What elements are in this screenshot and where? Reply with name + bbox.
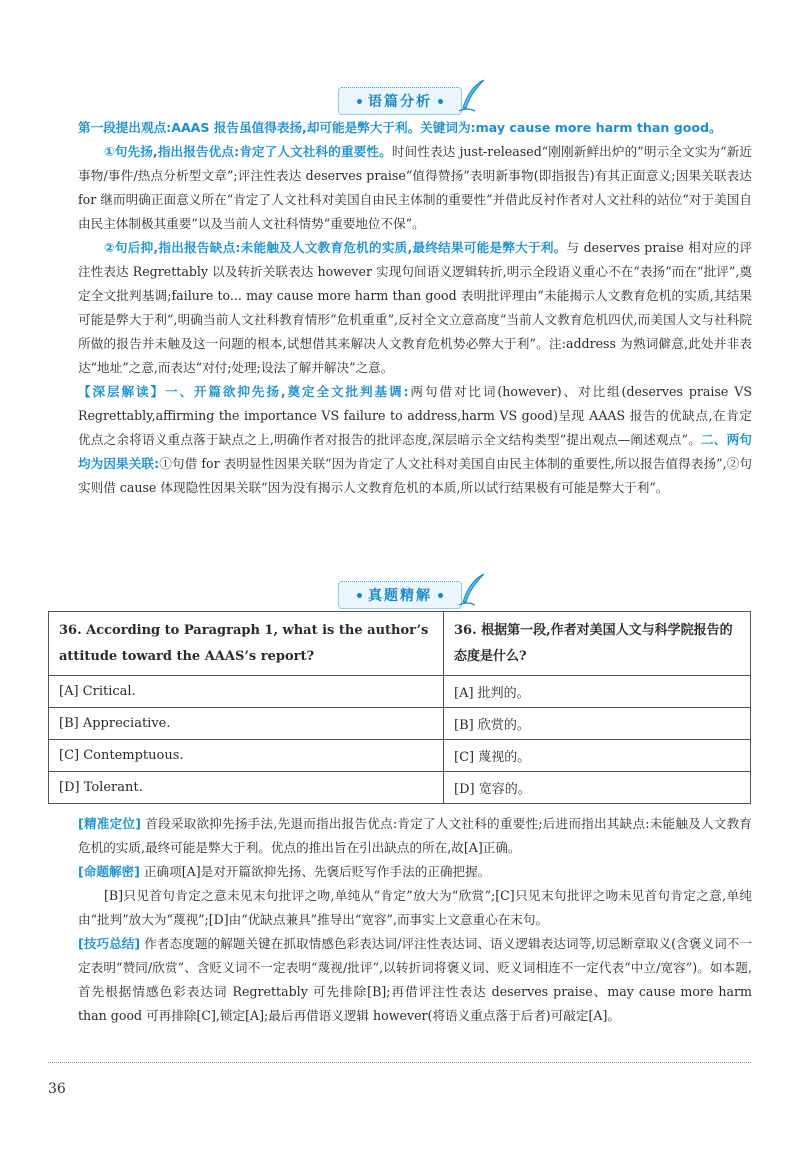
sentence-two-body: 与 deserves praise 相对应的评注性表达 Regrettably 以及转折关联表达 however 实现句间语义逻辑转折,明示全段语义重心不在“表扬”而在“批评”,奠定全文批判基调;failure to... may cause more harm than good 表明批评理由“未能揭示人文教育危机的实质,其结果可能是弊大于利”,明确当前人文社科教育情形“危机重重”,反衬全文立意高度“当前人文教育危机四伏,而美国人文与社科院所做的报告并未触及这一问题的根本,试想借其来解决人文教育危机势必弊大于利”。注:address 为熟词僻意,此处并非表达“地址”之意,而表达“对付;处理;设法了解并解决”之意。 bbox=[78, 240, 752, 375]
quill-pen-icon bbox=[457, 572, 487, 612]
bullet-dot bbox=[357, 593, 362, 598]
option-row bbox=[49, 708, 751, 740]
option-row bbox=[49, 772, 751, 804]
option-d-en: [D] Tolerant. bbox=[49, 772, 444, 804]
option-d-zh: [D] 宽容的。 bbox=[444, 772, 751, 804]
tips-paragraph bbox=[78, 932, 752, 1028]
deep-analysis bbox=[78, 380, 752, 500]
option-b-zh: [B] 欣赏的。 bbox=[444, 708, 751, 740]
analysis-banner bbox=[0, 84, 800, 118]
exam-banner-label: 真题精解 bbox=[368, 588, 432, 604]
answer-explanation bbox=[78, 812, 752, 1028]
sentence-one-analysis bbox=[78, 140, 752, 236]
locate-text: 首段采取欲抑先扬手法,先退而指出报告优点:肯定了人文社科的重要性;后进而指出其缺点:未能触及人文教育危机的实质,最终可能是弊大于利。优点的推出旨在引出缺点的所在,故[A]正确。 bbox=[78, 816, 752, 855]
locate-paragraph bbox=[78, 812, 752, 860]
quill-pen-icon bbox=[457, 78, 487, 118]
tips-text: 作者态度题的解题关键在抓取情感色彩表达词/评注性表达词、语义逻辑表达词等,切忌断章取义(含褒义词不一定表明“赞同/欣赏”、含贬义词不一定表明“蔑视/批评”,以转折词将褒义词、贬义词相连不一定代表“中立/宽容”)。如本题,首先根据情感色彩表达词 Regrettably 可先排除[B];再借评注性表达 deserves praise、may cause more harm than good 可再排除[C],锁定[A];最后再借语义逻辑 however(将语义重点落于后者)可敲定[A]。 bbox=[78, 936, 752, 1023]
deep-point-two-lead: 二、两句均为因果关联: bbox=[78, 432, 752, 471]
option-row bbox=[49, 676, 751, 708]
option-c-en: [C] Contemptuous. bbox=[49, 740, 444, 772]
deep-analysis-label: 【深层解读】 bbox=[78, 384, 165, 399]
sentence-two-analysis bbox=[78, 236, 752, 380]
question-stem-row bbox=[49, 612, 751, 676]
option-c-zh: [C] 蔑视的。 bbox=[444, 740, 751, 772]
sentence-one-body: 时间性表达 just-released“刚刚新鲜出炉的”明示全文实为“新近事物/事件/热点分析型文章”;评注性表达 deserves praise“值得赞扬”表明新事物(即指报告)有其正面意义;因果关联表达 for 继而明确正面意义所在“肯定了人文社科对美国自由民主体制的重要性”并借此反衬作者对人文社科的站位“对于美国自由民主体制极其重要”以及当前人文社科情势“重要地位不保”。 bbox=[78, 144, 753, 231]
analysis-section bbox=[78, 116, 752, 500]
bullet-dot bbox=[357, 99, 362, 104]
secret-paragraph bbox=[78, 860, 752, 884]
footer-divider bbox=[48, 1062, 751, 1063]
secret-text: 正确项[A]是对开篇欲抑先扬、先褒后贬写作手法的正确把握。 bbox=[143, 864, 491, 879]
analysis-banner-box bbox=[338, 87, 462, 115]
exam-banner-box bbox=[338, 581, 462, 609]
locate-label: [精准定位] bbox=[78, 816, 141, 831]
question-stem-zh: 36. 根据第一段,作者对美国人文与科学院报告的态度是什么? bbox=[444, 612, 751, 676]
option-a-en: [A] Critical. bbox=[49, 676, 444, 708]
question-table bbox=[48, 611, 751, 804]
sentence-one-lead: ①句先扬,指出报告优点:肯定了人文社科的重要性。 bbox=[104, 144, 392, 159]
secret-label: [命题解密] bbox=[78, 864, 140, 879]
option-row bbox=[49, 740, 751, 772]
analysis-banner-label: 语篇分析 bbox=[368, 94, 432, 110]
deep-point-one-body: 两句借对比词(however)、对比组(deserves praise VS Regrettably,affirming the importance VS failure to address,harm VS good)呈现 AAAS 报告的优缺点,在肯定优点之余将语义重点落于缺点之上,明确作者对报告的批评态度,深层暗示全文结构类型“提出观点—阐述观点”。 bbox=[78, 384, 753, 447]
exam-banner bbox=[0, 578, 800, 612]
deep-point-one-lead: 一、开篇欲抑先扬,奠定全文批判基调: bbox=[164, 384, 409, 399]
bullet-dot bbox=[438, 99, 443, 104]
section-heading: 第一段提出观点:AAAS 报告虽值得表扬,却可能是弊大于利。关键词为:may cause more harm than good。 bbox=[78, 120, 722, 135]
distractor-paragraph: [B]只见首句肯定之意未见末句批评之吻,单纯从“肯定”放大为“欣赏”;[C]只见末句批评之吻未见首句肯定之意,单纯由“批判”放大为“蔑视”;[D]由“优缺点兼具”推导出“宽容”,而事实上文意重心在末句。 bbox=[78, 888, 752, 927]
sentence-two-lead: ②句后抑,指出报告缺点:未能触及人文教育危机的实质,最终结果可能是弊大于利。 bbox=[104, 240, 567, 255]
option-b-en: [B] Appreciative. bbox=[49, 708, 444, 740]
question-stem-en: 36. According to Paragraph 1, what is the author’s attitude toward the AAAS’s report? bbox=[49, 612, 444, 676]
deep-point-two-body: ①句借 for 表明显性因果关联“因为肯定了人文社科对美国自由民主体制的重要性,所以报告值得表扬”,②句实则借 cause 体现隐性因果关联“因为没有揭示人文教育危机的本质,所以试行结果极有可能是弊大于利”。 bbox=[78, 456, 752, 495]
page-number: 36 bbox=[48, 1081, 66, 1097]
bullet-dot bbox=[438, 593, 443, 598]
option-a-zh: [A] 批判的。 bbox=[444, 676, 751, 708]
tips-label: [技巧总结] bbox=[78, 936, 141, 951]
